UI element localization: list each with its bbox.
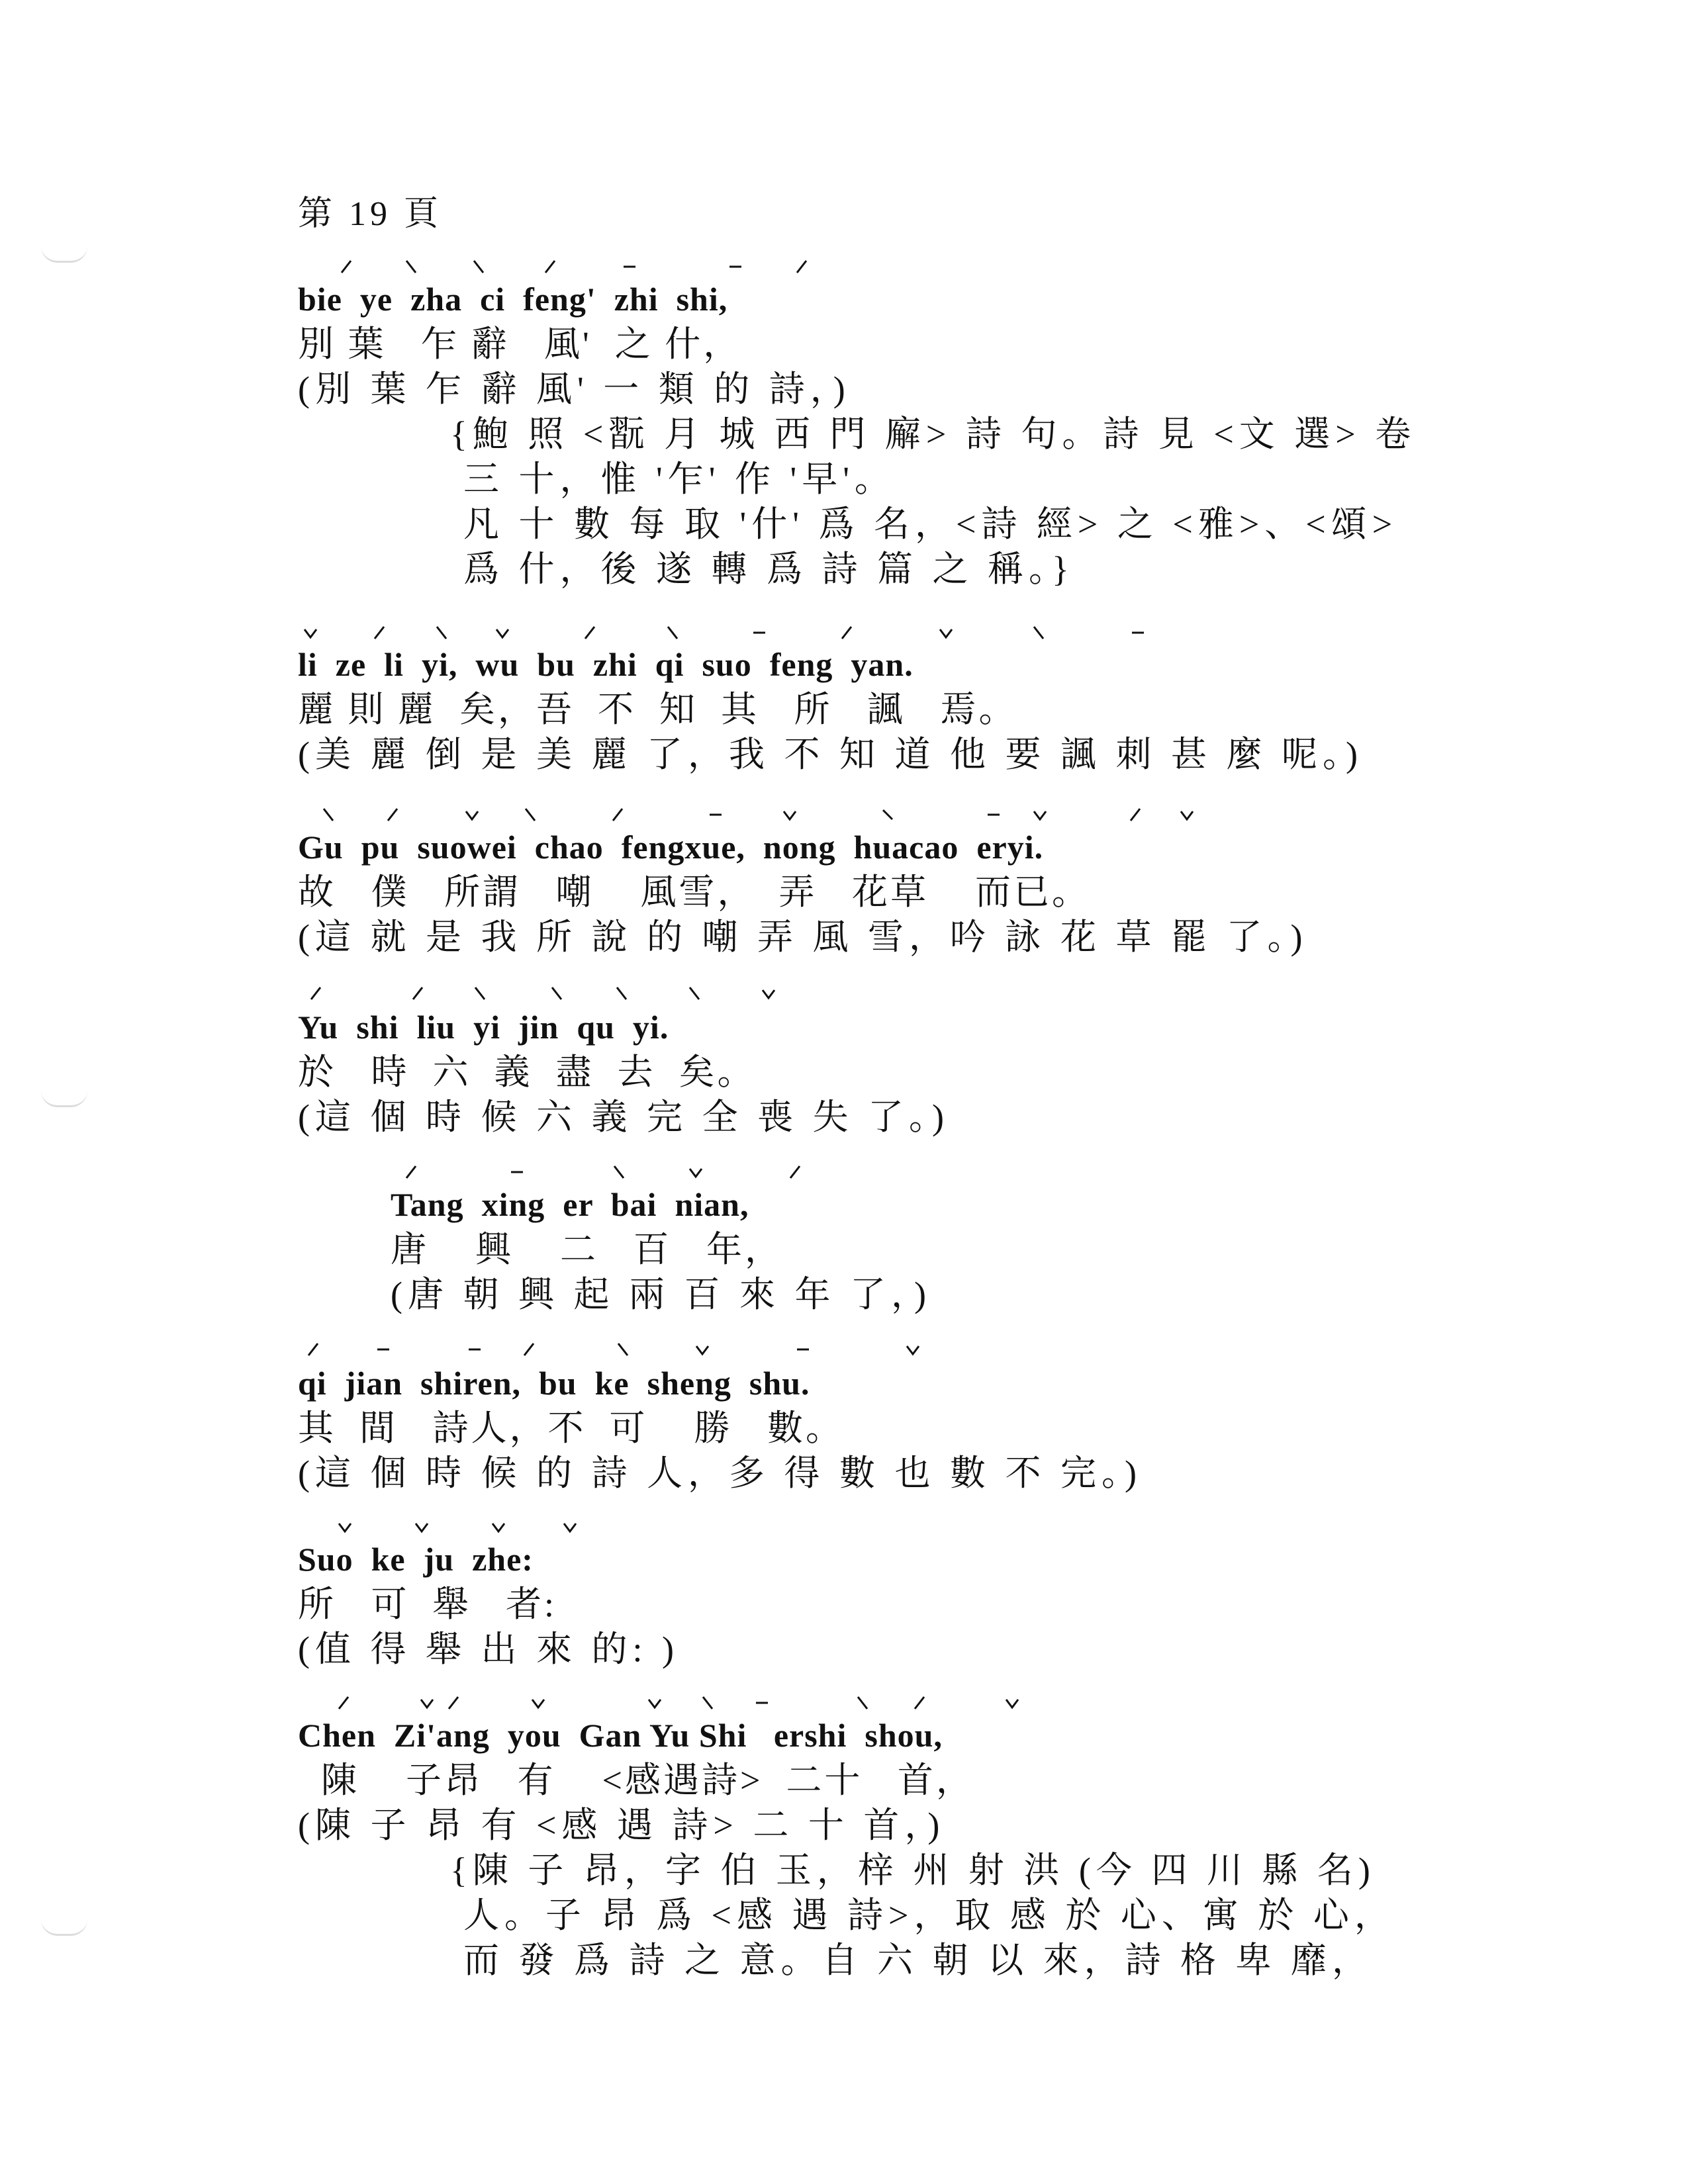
chinese-line: 於 時 六 義 盡 去 矣。 — [298, 1052, 756, 1092]
page-number: 第 19 頁 — [298, 195, 443, 233]
note-line: 三 十，惟 '乍' 作 '早'。 — [463, 459, 896, 499]
pinyin-line: Chen Zi'ang you Gan Yu Shi ershi shou, — [298, 1717, 943, 1754]
chinese-line: 故 僕 所謂 嘲 風雪， 弄 花草 而已。 — [298, 872, 1090, 912]
verse-block — [298, 1361, 1423, 1496]
chinese-line: 別 葉 乍 辭 風' 之 什， — [298, 324, 742, 364]
verse-block — [298, 1537, 1423, 1672]
verse-block — [298, 642, 1423, 777]
verse-block — [298, 825, 1423, 960]
note-line: 人。子 昂 爲 <感 遇 詩>，取 感 於 心、寓 於 心， — [463, 1895, 1395, 1935]
chinese-line: 所 可 舉 者: — [298, 1584, 557, 1624]
translation-line: (美 麗 倒 是 美 麗 了，我 不 知 道 他 要 諷 刺 甚 麼 呢。) — [298, 735, 1363, 774]
verse-block — [298, 1713, 1423, 1848]
tone-marks — [298, 986, 1423, 1006]
chinese-line: 其 間 詩人，不 可 勝 數。 — [298, 1408, 844, 1448]
annotation-note — [450, 412, 1417, 592]
annotation-note — [450, 1848, 1410, 1983]
tone-marks — [298, 1342, 1423, 1362]
punch-hole-mark — [41, 246, 87, 263]
translation-line: (這 個 時 候 的 詩 人，多 得 數 也 數 不 完。) — [298, 1453, 1142, 1493]
verse-block — [298, 1005, 1423, 1140]
note-line: 而 發 爲 詩 之 意。自 六 朝 以 來，詩 格 卑 靡， — [463, 1940, 1373, 1980]
pinyin-line: Gu pu suowei chao fengxue, nong huacao eryi. — [298, 829, 1044, 866]
translation-line: (這 個 時 候 六 義 完 全 喪 失 了。) — [298, 1097, 949, 1137]
note-line: 凡 十 數 每 取 '什' 爲 名，<詩 經> 之 <雅>、<頌> — [463, 504, 1398, 544]
pinyin-line: li ze li yi, wu bu zhi qi suo feng yan. — [298, 646, 914, 683]
chinese-line: 麗 則 麗 矣，吾 不 知 其 所 諷 焉。 — [298, 690, 1017, 729]
note-line: {鮑 照 <翫 月 城 西 門 廨> 詩 句。詩 見 <文 選> 卷 — [450, 414, 1417, 454]
pinyin-line: qi jian shiren, bu ke sheng shu. — [298, 1365, 810, 1402]
punch-hole-mark — [41, 1091, 87, 1107]
verse-block — [298, 277, 1423, 412]
verse-block — [391, 1182, 1516, 1317]
chinese-line: 陳 子昂 有 <感遇詩> 二十 首， — [298, 1760, 974, 1800]
note-line: 爲 什，後 遂 轉 爲 詩 篇 之 稱。} — [463, 549, 1074, 589]
pinyin-line: Yu shi liu yi jin qu yi. — [298, 1009, 669, 1046]
translation-line: (唐 朝 興 起 兩 百 來 年 了，) — [391, 1275, 931, 1314]
translation-line: (這 就 是 我 所 說 的 嘲 弄 風 雪，吟 詠 花 草 罷 了。) — [298, 917, 1308, 957]
pinyin-line: Suo ke ju zhe: — [298, 1541, 534, 1578]
pinyin-line: Tang xing er bai nian, — [391, 1186, 749, 1223]
chinese-line: 唐 興 二 百 年， — [391, 1230, 783, 1269]
translation-line: (陳 子 昂 有 <感 遇 詩> 二 十 首，) — [298, 1805, 945, 1845]
punch-hole-mark — [41, 1919, 87, 1936]
pinyin-line: bie ye zha ci feng' zhi shi, — [298, 281, 728, 318]
note-line: {陳 子 昂，字 伯 玉，梓 州 射 洪 (今 四 川 縣 名) — [450, 1850, 1376, 1890]
translation-line: (別 葉 乍 辭 風' 一 類 的 詩，) — [298, 369, 851, 409]
translation-line: (值 得 舉 出 來 的: ) — [298, 1629, 679, 1669]
